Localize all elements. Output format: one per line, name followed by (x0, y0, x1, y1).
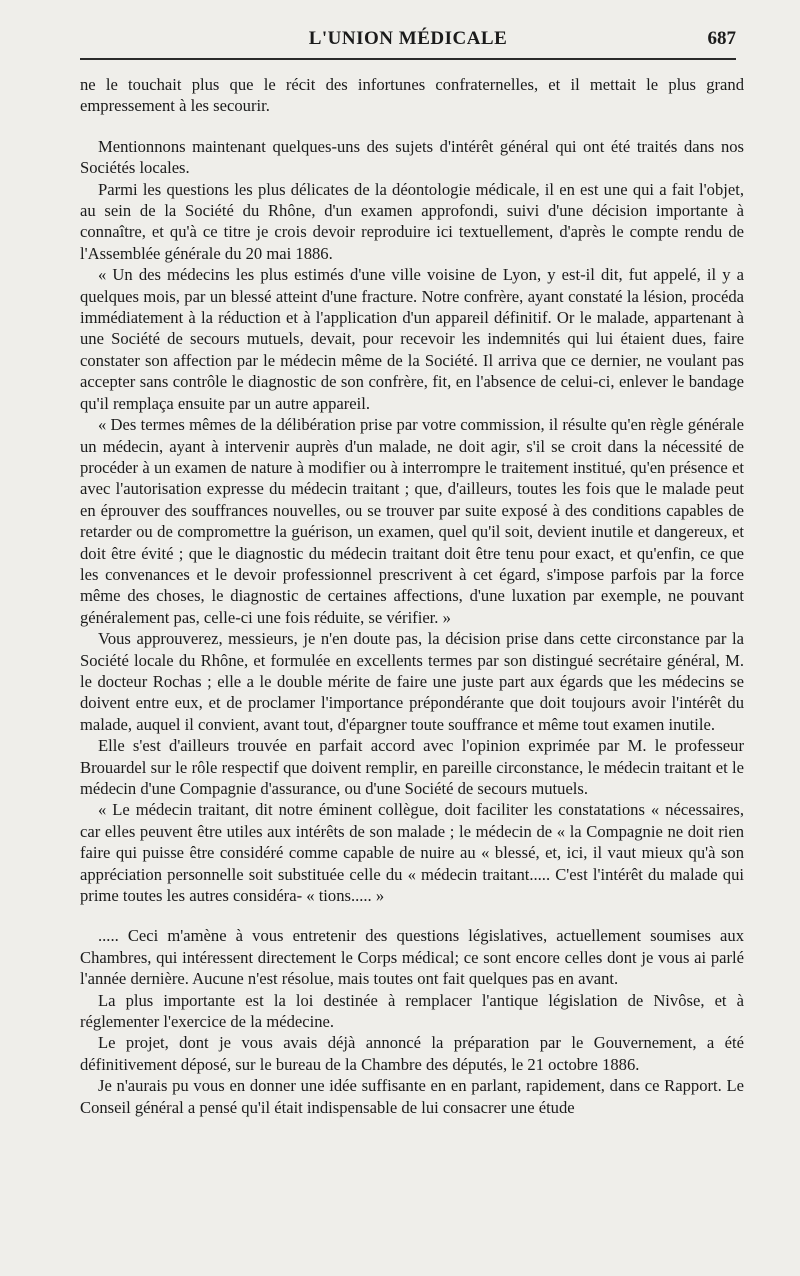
page-header (80, 28, 736, 56)
paragraph: ne le touchait plus que le récit des infortunes confraternelles, et il mettait le plus grand empressement à les secourir. (80, 75, 744, 116)
paragraph: « Le médecin traitant, dit notre éminent collègue, doit faciliter les constatations « nécessaires, car elles peuvent être utiles aux intérêts de son malade ; le médecin de « la Compagnie ne doit rien faire qui puisse être considéré comme capable de nuire au « blessé, et, ici, il vaut mieux qu'à son appréciation personnelle soit substituée celle du « médecin traitant..... C'est l'intérêt du malade qui prime toutes les autres considéra- « tions..... » (80, 800, 744, 906)
paragraph: ..... Ceci m'amène à vous entretenir des questions législatives, actuellement soumises aux Chambres, qui intéressent directement le Corps médical; ce sont encore celles dont je vous ai parlé l'année dernière. Aucune n'est résolue, mais toutes ont fait quelques pas en avant. (80, 926, 744, 989)
paragraph: « Un des médecins les plus estimés d'une ville voisine de Lyon, y est-il dit, fut appelé, il y a quelques mois, par un blessé atteint d'une fracture. Notre confrère, ayant constaté la lésion, procéda immédiatement à la réduction et à l'application d'un appareil définitif. Or le malade, appartenant à une Société de secours mutuels, devait, pour recevoir les indemnités qui lui étaient dues, faire constater son affection par le médecin même de la Société. Il arriva que ce dernier, ne voulant pas accepter sans contrôle le diagnostic de son confrère, fit, en l'absence de celui-ci, enlever le bandage qu'il remplaça ensuite par un autre appareil. (80, 265, 744, 413)
paragraph: Elle s'est d'ailleurs trouvée en parfait accord avec l'opinion exprimée par M. le professeur Brouardel sur le rôle respectif que doivent remplir, en pareille circonstance, le médecin traitant et le médecin d'une Compagnie d'assurance, ou d'une Société de secours mutuels. (80, 736, 744, 798)
header-rule (80, 58, 736, 60)
body-text (80, 74, 744, 1118)
paragraph: Mentionnons maintenant quelques-uns des sujets d'intérêt général qui ont été traités dans nos Sociétés locales. (80, 136, 744, 178)
running-title: L'UNION MÉDICALE (308, 28, 508, 49)
paragraph: Parmi les questions les plus délicates de la déontologie médicale, il en est une qui a fait l'objet, au sein de la Société du Rhône, d'un examen approfondi, suivi d'une décision importante à connaître, et qu'à ce titre je crois devoir reproduire ici textuellement, d'après le compte rendu de l'Assemblée générale du 20 mai 1886. (80, 179, 744, 263)
paragraph: Je n'aurais pu vous en donner une idée suffisante en en parlant, rapidement, dans ce Rapport. Le Conseil général a pensé qu'il était indispensable de lui consacrer une étude (80, 1076, 744, 1117)
paragraph: Le projet, dont je vous avais déjà annoncé la préparation par le Gouvernement, a été définitivement déposé, sur le bureau de la Chambre des députés, le 21 octobre 1886. (80, 1033, 744, 1074)
paragraph: La plus importante est la loi destinée à remplacer l'antique législation de Nivôse, et à réglementer l'exercice de la médecine. (80, 990, 744, 1032)
paragraph: « Des termes mêmes de la délibération prise par votre commission, il résulte qu'en règle générale un médecin, ayant à intervenir auprès d'un malade, ne doit agir, s'il se croit dans la nécessité de procéder à un examen de nature à modifier ou à interrompre le traitement institué, qu'en présence et avec l'autorisation expresse du médecin traitant ; que, d'ailleurs, toutes les fois que le malade peut en éprouver des souffrances nouvelles, ou se trouver par suite exposé à des conditions capables de retarder ou de compromettre la guérison, un examen, quel qu'il soit, devient inutile et dangereux, et doit être évité ; que le diagnostic du médecin traitant doit être tenu pour exact, et qu'enfin, ce que les convenances et le devoir professionnel prescrivent à cet égard, s'impose parfois par la force même des choses, le diagnostic de certaines affections, d'une luxation par exemple, ne pouvant généralement pas, celle-ci une fois réduite, se vérifier. » (80, 415, 744, 627)
page-number: 687 (707, 28, 736, 49)
paragraph: Vous approuverez, messieurs, je n'en doute pas, la décision prise dans cette circonstance par la Société locale du Rhône, et formulée en excellents termes par son distingué secrétaire général, M. le docteur Rochas ; elle a le double mérite de faire une juste part aux égards que les médecins se doivent entre eux, et de proclamer l'importance prépondérante que doit toujours avoir l'intérêt du malade, auquel il convient, avant tout, d'épargner toute souffrance et même tout examen inutile. (80, 629, 744, 734)
